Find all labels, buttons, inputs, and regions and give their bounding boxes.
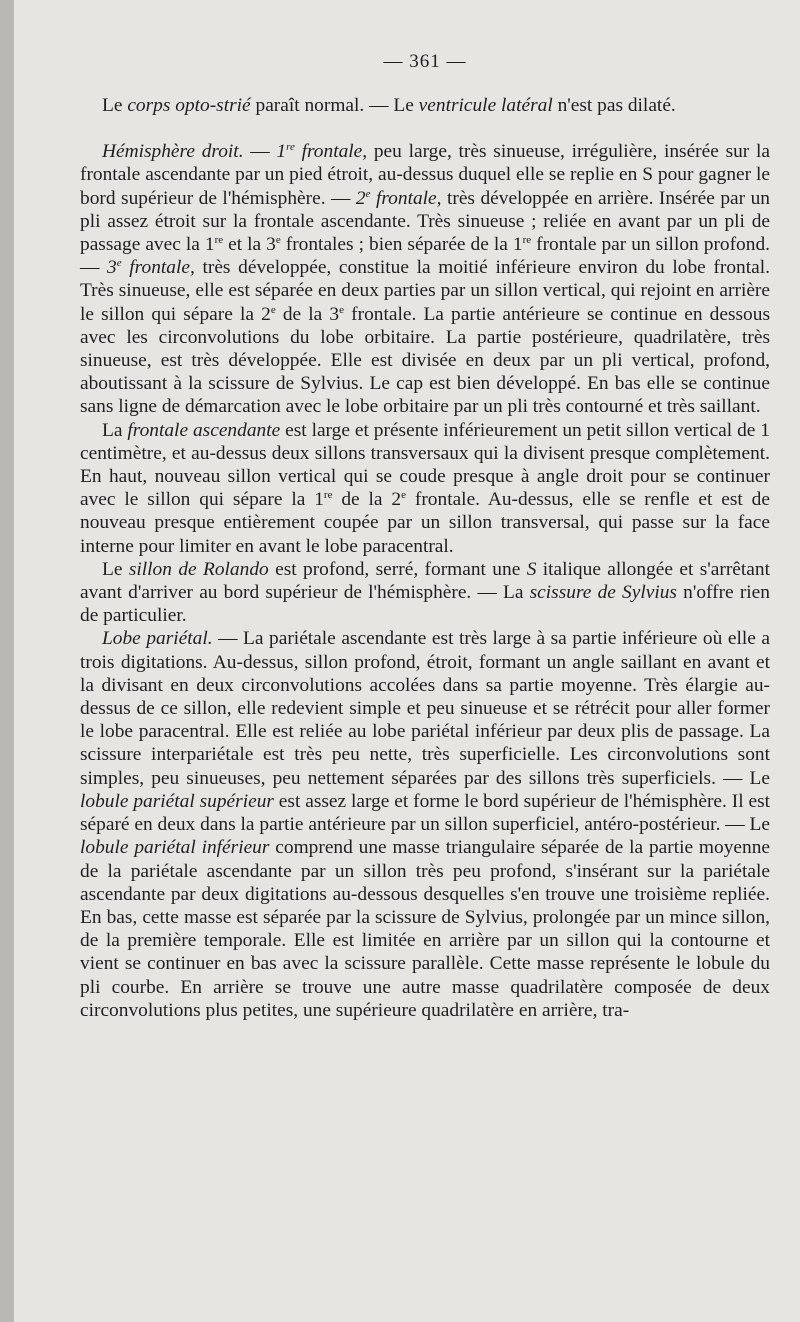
text-run: de la 2 [332, 489, 402, 511]
italic-text: lobule pariétal supérieur [80, 790, 274, 812]
text-run: est profond, serré, formant une [268, 558, 527, 580]
text-run: Le [102, 558, 129, 580]
superscript: re [522, 234, 532, 247]
italic-text: Hémisphère droit. [102, 141, 244, 163]
text-run: n'est pas dilaté. [552, 95, 676, 116]
text-run: La [102, 419, 128, 441]
italic-text: Lobe pariétal. [102, 628, 213, 650]
text-run: frontale. La partie antérieure se continue en dessous avec les circonvolutions du lobe orbitaire. La partie postérieure, quadrilatère, très sinueuse, est très développée. Elle est divisée en deux par un pli vertical, profond, aboutissant à la scissure de Sylvius. Le cap est bien développé. En bas elle se continue sans ligne de démarcation avec le lobe orbitaire par un pli très contourné et très saillant. [80, 303, 770, 418]
superscript: e [116, 257, 122, 270]
text-run: italique allongée et s'arrêtant avant d'arriver au bord supérieur de l'hémisphère. — La [80, 558, 770, 604]
italic-text: corps opto-strié [127, 95, 251, 116]
italic-text: S [526, 558, 537, 580]
superscript: e [339, 303, 345, 316]
text-run: frontale. Au-dessus, elle se renfle et est de nouveau presque entièrement coupée par un sillon transversal, qui passe sur la face interne pour limiter en avant le lobe paracentral. [80, 489, 770, 557]
text-run: — La pariétale ascendante est très large à sa partie inférieure où elle a trois digitations. Au-dessus, sillon profond, étroit, formant un angle saillant en avant et la divisant en deux circonvolutions accolées dans sa partie moyenne. Très élargie au-dessus de ce sillon, elle redevient simple et peu sinueuse et se rétrécit pour aller former le lobe paracentral. Elle est reliée au lobe pariétal inférieur par deux plis de passage. La scissure interpariétale est très peu nette, très superficielle. Les circonvolutions sont simples, peu sinueuses, peu nettement séparées par des sillons très superficiels. — Le [80, 628, 770, 789]
text-run: paraît normal. — Le [250, 95, 419, 116]
text-run: est large et présente inférieurement un petit sillon vertical de 1 centimètre, et au-dessus deux sillons transversaux qui la divisent presque complètement. En haut, nouveau sillon vertical qui se coude presque à angle droit pour se continuer avec le sillon qui sépare la 1 [80, 419, 770, 511]
paragraph [80, 94, 770, 117]
superscript: e [270, 303, 276, 316]
superscript: e [365, 187, 371, 200]
superscript: re [214, 234, 224, 247]
text-run: très développée en arrière. Insérée par un pli assez étroit sur la frontale ascendante. Très sinueuse ; reliée en avant par un pli de passage avec la 1 [80, 187, 770, 256]
italic-text: frontale, [121, 257, 195, 279]
text-run: comprend une masse triangulaire séparée de la partie moyenne de la pariétale ascendante par un sillon très peu profond, s'insérant sur la pariétale ascendante par deux digitations au-dessous desquelles s'en trouve une troisième repliée. En bas, cette masse est séparée par la scissure de Sylvius, prolongée par un mince sillon, de la première temporale. Elle est limitée en arrière par un sillon qui la contourne et vient se continuer en bas avec la scissure parallèle. Cette masse représente le lobule du pli courbe. En arrière se trouve une autre masse quadrilatère composée de deux circonvolutions plus petites, une supérieure quadrilatère en arrière, tra- [80, 837, 771, 1021]
text-run: très développée, constitue la moitié inférieure environ du lobe frontal. Très sinueuse, elle est séparée en deux parties par un sillon vertical, qui rejoint en arrière le sillon qui sépare la 2 [80, 257, 770, 325]
paragraph [80, 419, 770, 558]
book-page [14, 0, 800, 1322]
superscript: e [401, 489, 406, 502]
italic-text: frontale, [370, 187, 442, 209]
page-text [80, 50, 770, 1022]
superscript: re [286, 141, 295, 154]
text-run: — [243, 141, 277, 163]
text-run: frontale par un sillon profond. — [80, 234, 770, 279]
italic-text: 1 [276, 141, 287, 163]
italic-text: frontale ascendante [127, 419, 281, 441]
text-run: peu large, très sinueuse, irrégulière, insérée sur la frontale ascendante par un pied étroit, au-dessus duquel elle se replie en S pour gagner le bord supérieur de l'hémisphère. — [80, 141, 770, 209]
page-number: — 361 — [383, 51, 467, 72]
text-run: frontales ; bien séparée de la 1 [280, 234, 523, 256]
text-run: Le [102, 95, 128, 116]
text-run: est assez large et forme le bord supérieur de l'hémisphère. Il est séparé en deux dans la partie antérieure par un sillon superficiel, antéro-postérieur. — Le [80, 790, 771, 836]
italic-text: sillon de Rolando [128, 558, 269, 580]
paragraph [80, 627, 770, 1021]
italic-text: lobule pariétal inférieur [80, 837, 270, 859]
italic-text: frontale, [294, 141, 368, 163]
italic-text: 2 [355, 187, 366, 209]
paragraph [80, 558, 770, 628]
italic-text: ventricule latéral [418, 95, 553, 116]
paragraph [80, 140, 770, 418]
italic-text: scissure de Sylvius [529, 582, 677, 604]
text-run: et la 3 [223, 234, 276, 256]
text-run: de la 3 [275, 303, 340, 325]
superscript: re [323, 489, 333, 502]
italic-text: 3 [107, 257, 117, 279]
text-run: n'offre rien de particulier. [80, 582, 770, 627]
superscript: e [275, 234, 281, 247]
